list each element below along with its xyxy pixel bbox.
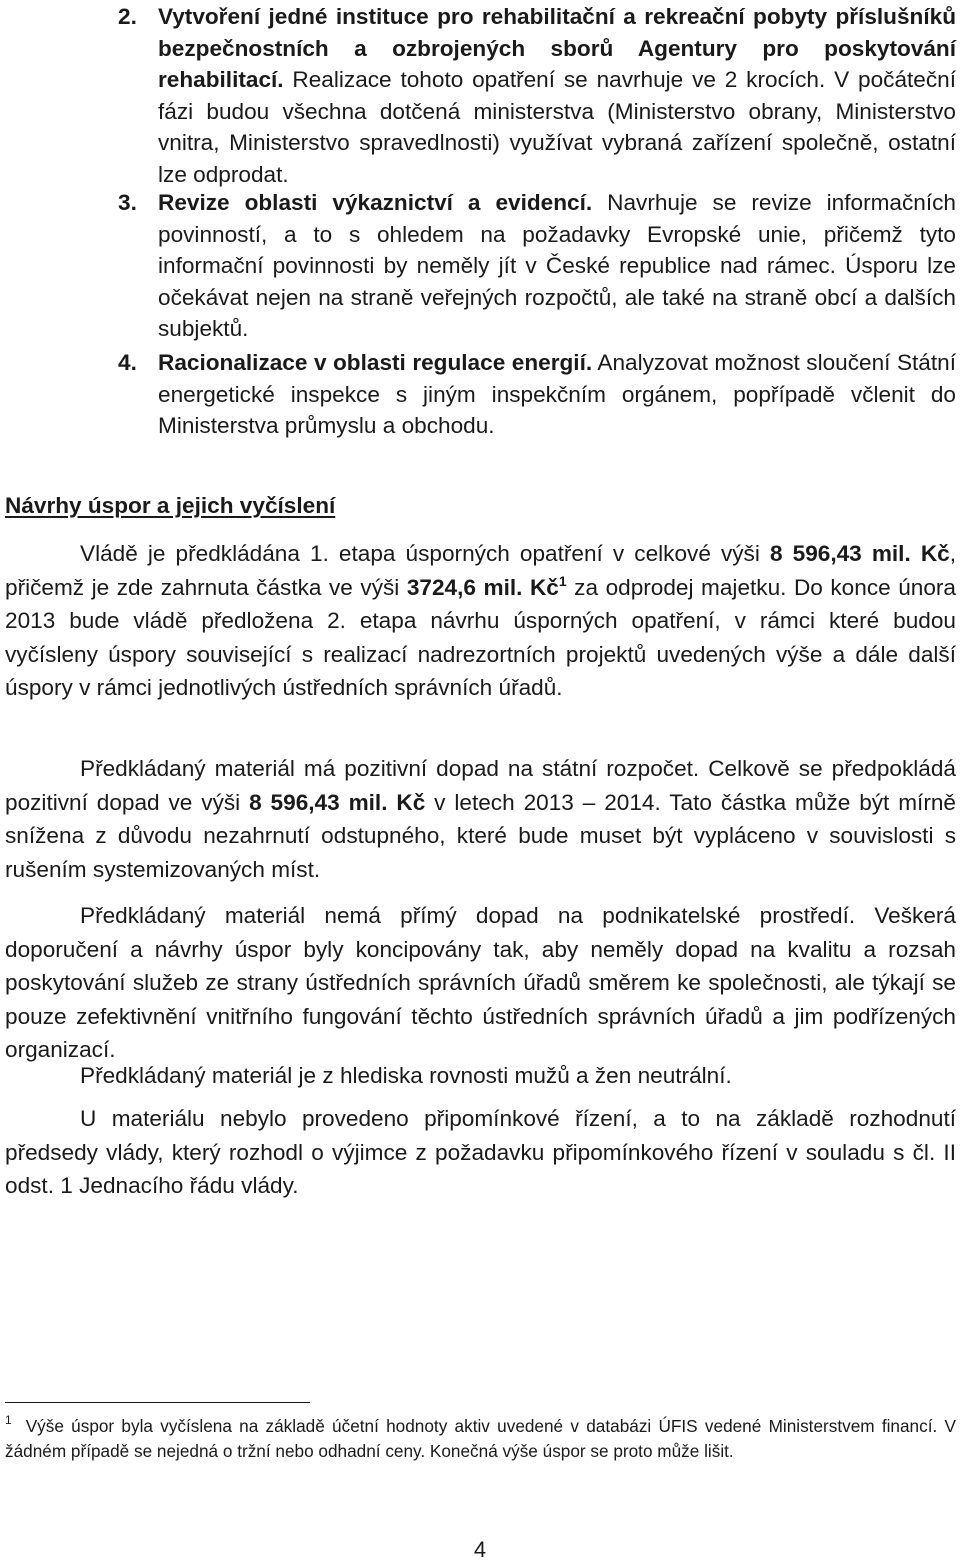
list-number: 3. (118, 190, 137, 215)
text-run: za odprodej majetku. Do konce února 2013 bude vládě předložena 2. etapa návrhu úsporných opatření, v rámci které budou vyčísleny úspory související s realizací nadrezortních projektů uvedených výše a dále další úspory v rámci jednotlivých ústředních správních úřadů. (5, 574, 957, 701)
list-number: 4. (118, 350, 137, 375)
text-run: Vládě je předkládána 1. etapa úsporných opatření v celkové výši (80, 541, 770, 566)
list-item-3 (118, 187, 956, 345)
paragraph-review-procedure: U materiálu nebylo provedeno připomínkové řízení, a to na základě rozhodnutí předsedy vlády, který rozhodl o výjimce z požadavku připomínkového řízení v souladu s čl. II odst. 1 Jednacího řádu vlády. (5, 1106, 956, 1199)
asset-sale-amount: 3724,6 mil. Kč (406, 574, 559, 600)
list-item-title: Vytvoření jedné instituce pro rehabilitační a rekreační pobyty příslušníků bezpečnostních a ozbrojených sborů Agentury pro poskytování rehabilitací. (158, 4, 956, 92)
list-item-title: Revize oblasti výkaznictví a evidencí. (158, 190, 593, 215)
list-item-body: Navrhuje se revize informačních povinností, a to s ohledem na požadavky Evropské unie, přičemž tyto informační povinnosti by neměly jít v České republice nad rámec. Úsporu lze očekávat nejen na straně veřejných rozpočtů, ale také na straně obcí a dalších subjektů. (158, 190, 956, 341)
list-item-text (158, 1, 956, 190)
list-item-title: Racionalizace v oblasti regulace energií. (158, 350, 593, 375)
list-item-body: Analyzovat možnost sloučení Státní energetické inspekce s jiným inspekčním orgánem, popřípadě včlenit do Ministerstva průmyslu a obchodu. (158, 350, 956, 438)
text-run: Předkládaný materiál má pozitivní dopad na státní rozpočet. Celkově se předpokládá pozitivní dopad ve výši (5, 756, 956, 815)
section-heading: Návrhy úspor a jejich vyčíslení (5, 493, 336, 518)
footnote-text: Výše úspor byla vyčíslena na základě účetní hodnoty aktiv uvedené v databázi ÚFIS vedené Ministerstvem financí. V žádném případě se nejedná o tržní nebo odhadní ceny. Konečná výše úspor se proto může lišit. (5, 1416, 956, 1461)
paragraph-budget-impact (5, 752, 956, 886)
list-item-text (158, 347, 956, 442)
footnote-separator (5, 1402, 310, 1403)
footnote-mark: 1 (5, 1413, 12, 1427)
list-item-4 (118, 347, 956, 442)
text-run: v letech 2013 – 2014. Tato částka může být mírně snížena z důvodu nezahrnutí odstupného, které bude muset být vypláceno v souvislosti s rušením systemizovaných míst. (5, 789, 956, 882)
footnote (5, 1414, 956, 1463)
paragraph-gender-equality: Předkládaný materiál je z hlediska rovnosti mužů a žen neutrální. (80, 1063, 732, 1088)
text-run: , přičemž je zde zahrnuta částka ve výši (5, 541, 956, 600)
list-number: 2. (118, 4, 137, 29)
paragraph-savings (5, 537, 956, 705)
paragraph-business-impact: Předkládaný materiál nemá přímý dopad na podnikatelské prostředí. Veškerá doporučení a návrhy úspor byly koncipovány tak, aby neměly dopad na kvalitu a rozsah poskytování služeb ze strany ústředních správních úřadů směrem ke společnosti, ale týkají se pouze zefektivnění vnitřního fungování těchto ústředních správních úřadů a jim podřízených organizací. (5, 903, 956, 1063)
page-number: 4 (473, 1537, 487, 1562)
budget-impact-amount: 8 596,43 mil. Kč (249, 789, 426, 815)
list-item-text (158, 187, 956, 345)
savings-amount: 8 596,43 mil. Kč (769, 541, 950, 566)
list-item-2 (118, 1, 956, 190)
footnote-reference: 1 (558, 572, 567, 589)
list-item-body: Realizace tohoto opatření se navrhuje ve 2 krocích. V počáteční fázi budou všechna dotčená ministerstva (Ministerstvo obrany, Ministerstvo vnitra, Ministerstvo spravedlnosti) využívat vybraná zařízení společně, ostatní lze odprodat. (158, 67, 956, 187)
